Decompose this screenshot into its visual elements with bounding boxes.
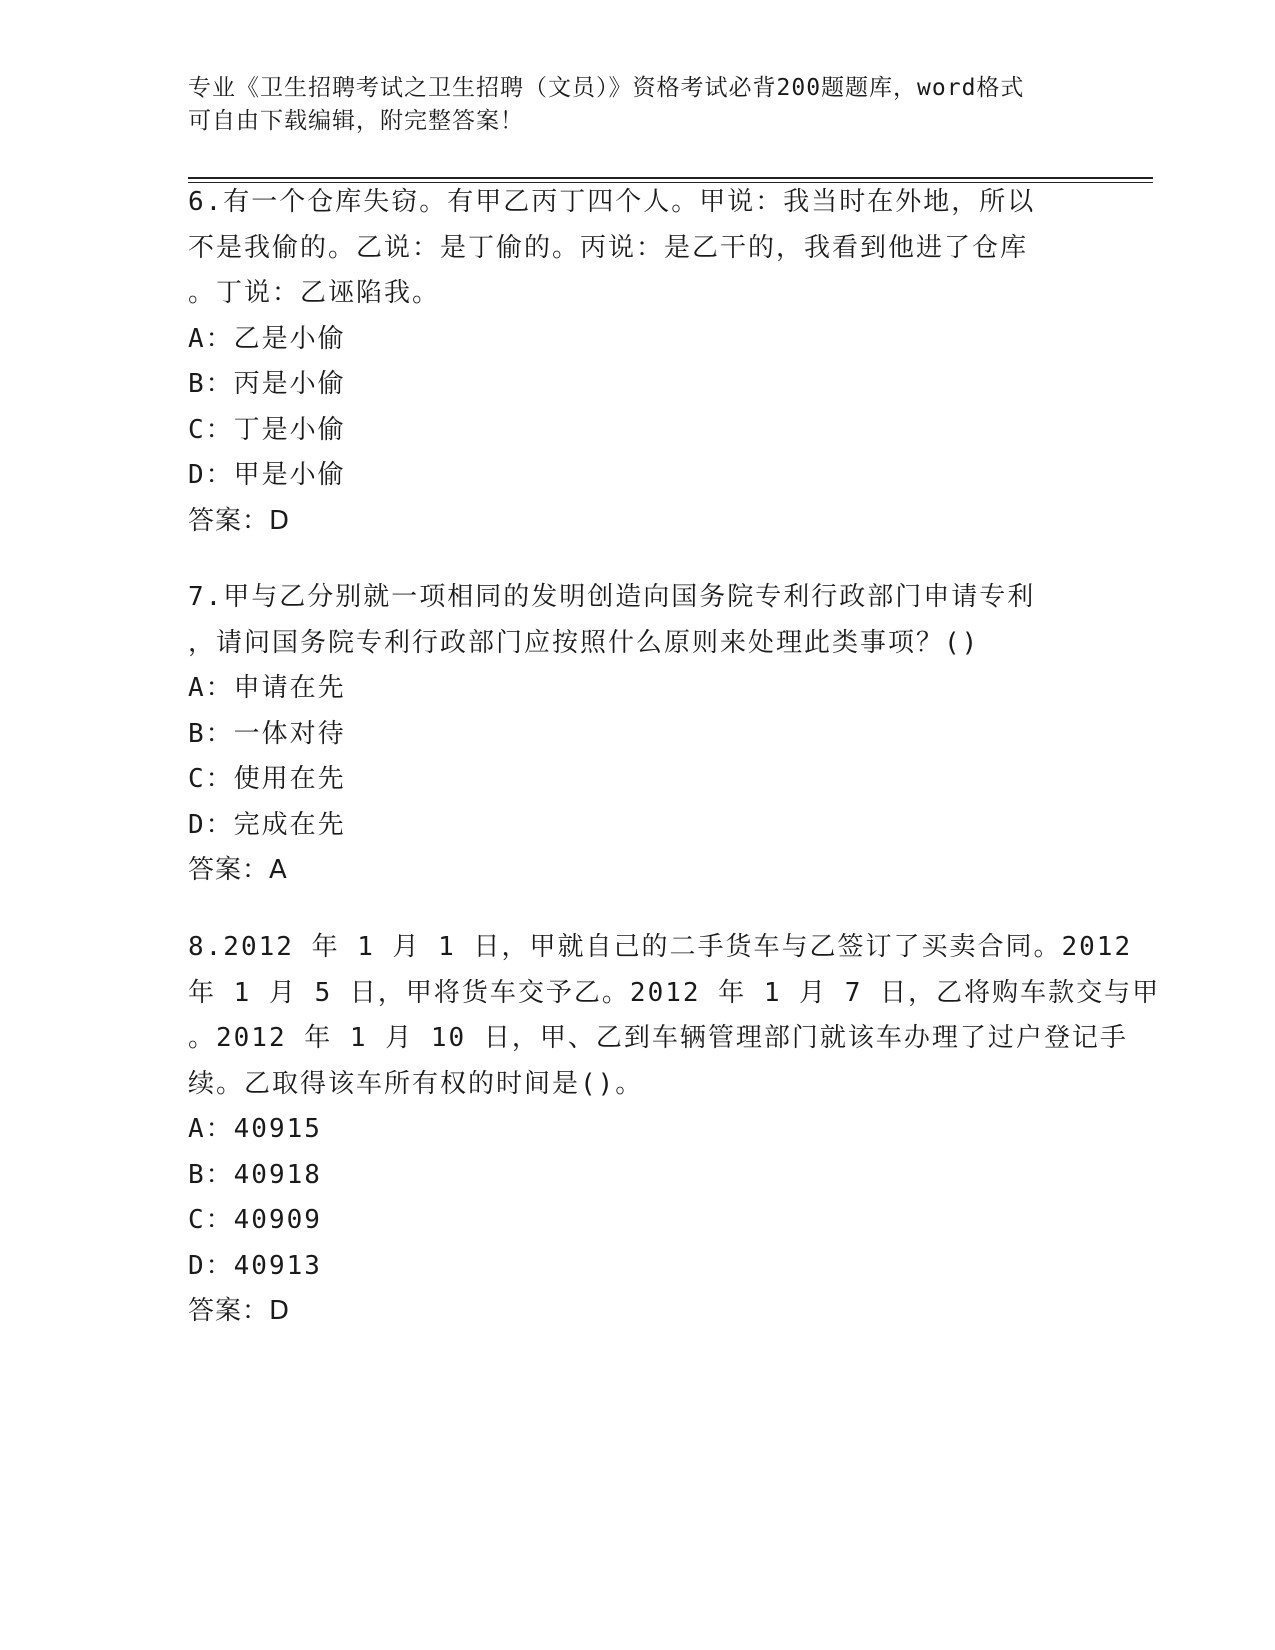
question-text-line: 。丁说：乙诬陷我。 [188,278,441,308]
question-6 [188,180,1088,544]
document-header [188,72,1088,138]
question-text-line: 不是我偷的。乙说：是丁偷的。丙说：是乙干的，我看到他进了仓库 [188,232,1029,263]
option-c: C：40909 [188,1205,322,1235]
option-a: A：申请在先 [188,673,346,703]
header-line-1: 专业《卫生招聘考试之卫生招聘（文员）》资格考试必背200题题库，word格式 [188,75,1025,101]
header-line-2: 可自由下载编辑，附完整答案！ [188,108,524,134]
option-a: A：乙是小偷 [188,323,346,354]
answer-label: 答案：D [188,505,291,536]
option-d: D：完成在先 [188,809,346,840]
option-a: A：40915 [188,1114,322,1144]
question-text-line: 8.2012 年 1 月 1 日，甲就自己的二手货车与乙签订了买卖合同。2012 [188,932,1133,962]
question-text-line: 6.有一个仓库失窃。有甲乙丙丁四个人。甲说：我当时在外地，所以 [188,187,1036,217]
option-c: C：丁是小偷 [188,414,346,445]
option-b: B：40918 [188,1159,322,1190]
option-d: D：甲是小偷 [188,460,346,490]
question-text-line: 。2012 年 1 月 10 日，甲、乙到车辆管理部门就该车办理了过户登记手 [188,1023,1128,1053]
option-b: B：一体对待 [188,718,346,749]
option-c: C：使用在先 [188,764,346,794]
question-8 [188,925,1161,1335]
question-text-line: 年 1 月 5 日，甲将货车交予乙。2012 年 1 月 7 日，乙将购车款交与甲 [188,977,1161,1008]
question-text-line: 7.甲与乙分别就一项相同的发明创造向国务院专利行政部门申请专利 [188,582,1036,612]
option-d: D：40913 [188,1250,322,1281]
question-text-line: 续。乙取得该车所有权的时间是()。 [188,1068,644,1099]
answer-label: 答案：D [188,1296,291,1326]
question-7 [188,575,1088,894]
option-b: B：丙是小偷 [188,369,346,399]
header-divider [188,177,1153,179]
answer-label: 答案：A [188,855,288,885]
question-text-line: ，请问国务院专利行政部门应按照什么原则来处理此类事项？() [188,627,980,658]
